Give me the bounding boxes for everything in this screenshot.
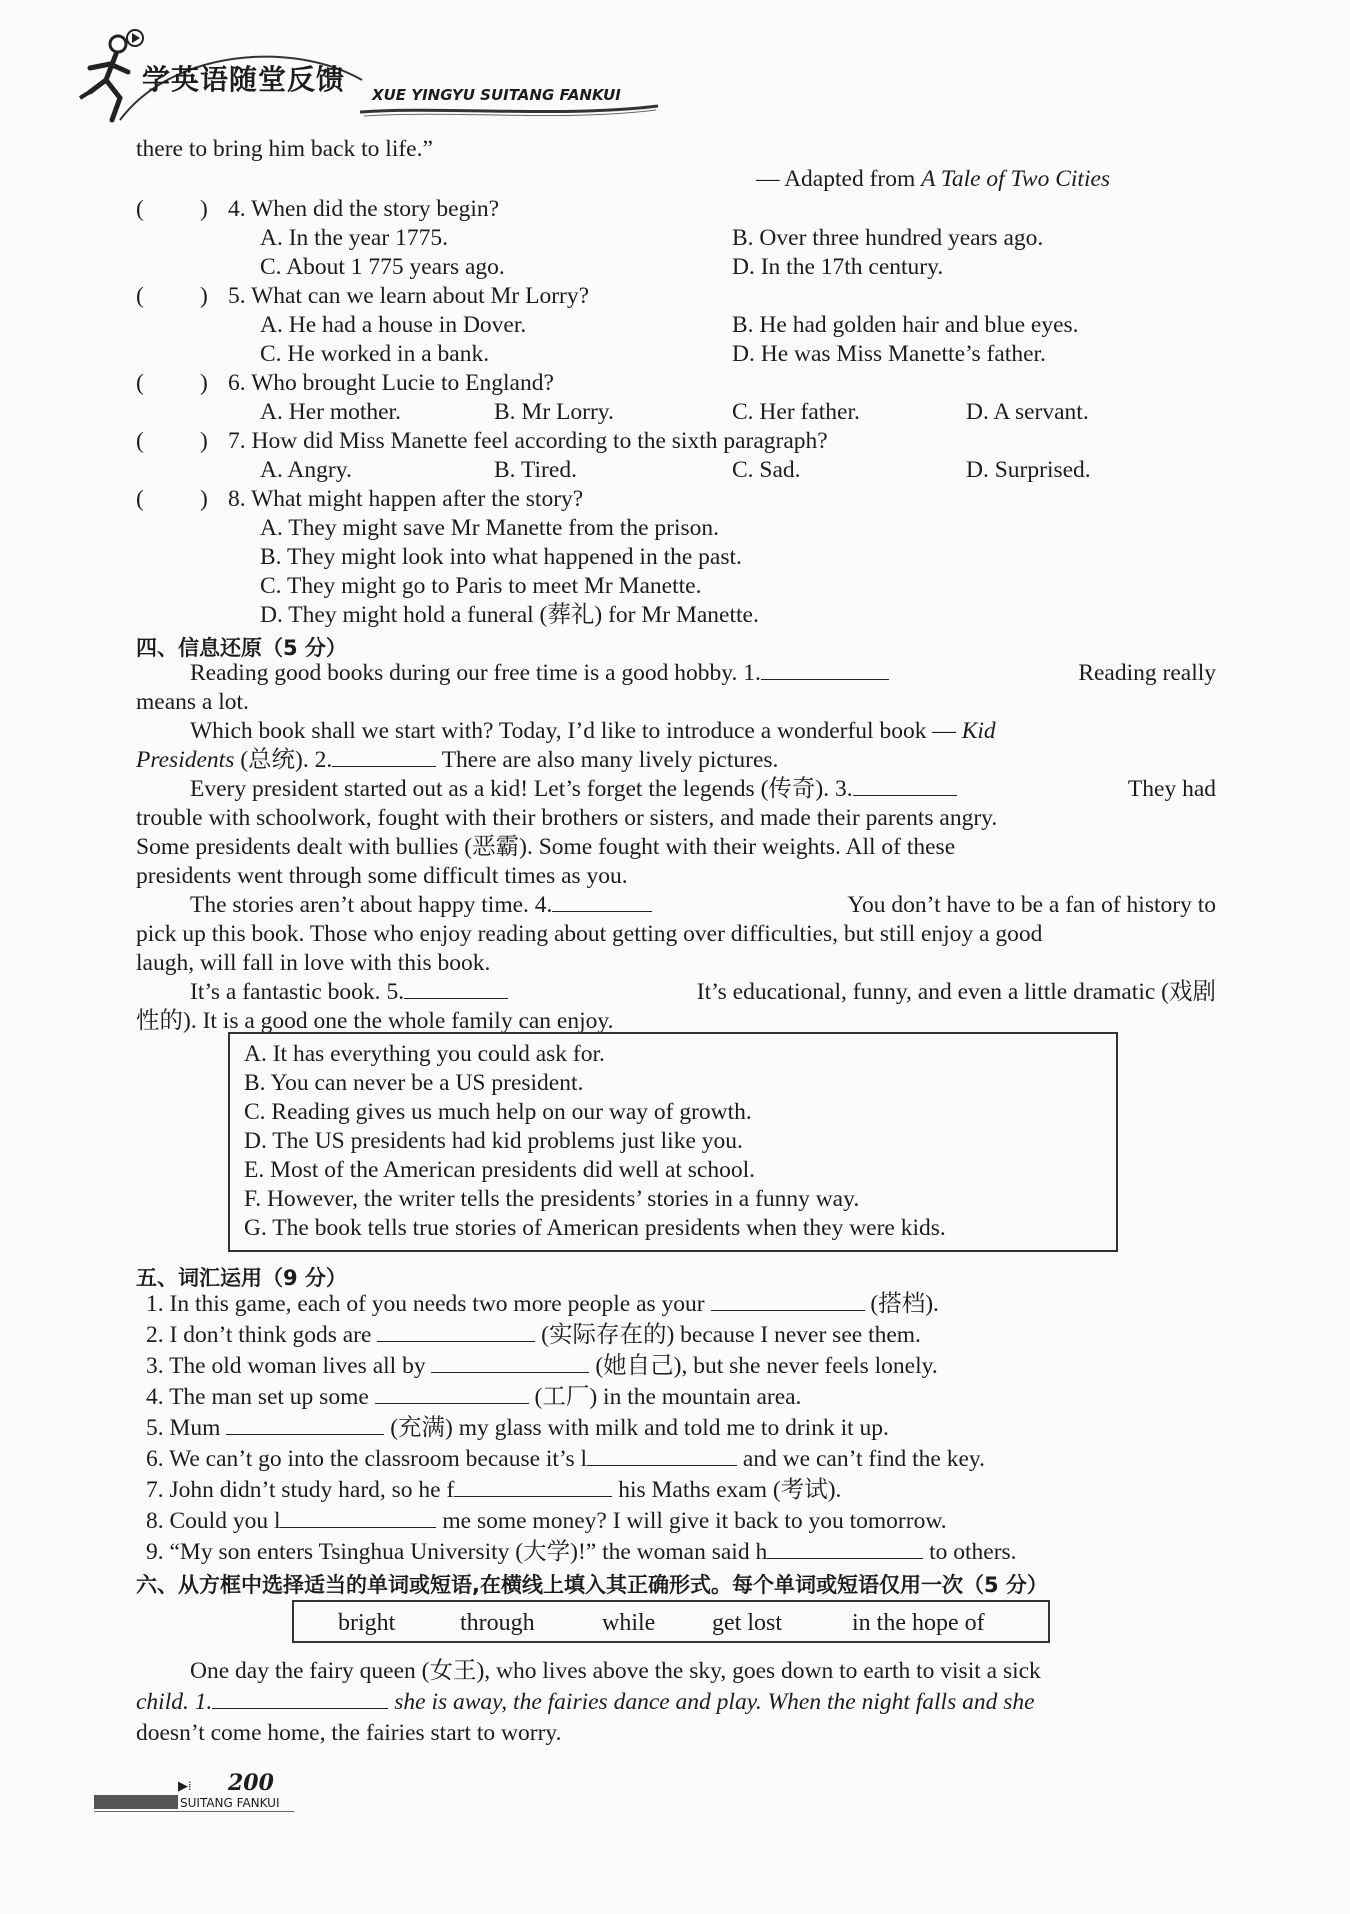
passage-last-line: there to bring him back to life.” [136,136,433,162]
vocab-item-4: 4. The man set up some (工厂) in the mountain area. [146,1384,802,1410]
box-option: D. The US presidents had kid problems just like you. [244,1128,743,1154]
blank-4[interactable] [552,893,652,912]
s4-paragraph-4: The stories aren’t about happy time. 4. You don’t have to be a fan of history to pick up this book. Those who enjoy reading about getting over difficulties, but still enjoy a good laugh, will fall in love with this book. [136,892,1216,976]
blank[interactable] [375,1385,529,1404]
option: B. They might look into what happened in the past. [260,544,742,570]
section-5-heading: 五、词汇运用（9 分） [136,1266,347,1290]
s4-paragraph-1: Reading good books during our free time is a good hobby. 1. Reading really means a lot. [136,660,1216,715]
answer-paren-open: ( [136,283,144,309]
s6-paragraph: One day the fairy queen (女王), who lives above the sky, goes down to earth to visit a sick child. 1. she is away, the fairies dance and play. When the night falls and she doesn’t come home, the fairies start to worry. [136,1658,1041,1746]
option: A. Her mother. [260,399,401,425]
blank[interactable] [767,1540,923,1559]
box-option: A. It has everything you could ask for. [244,1041,605,1067]
blank[interactable] [377,1323,535,1342]
answer-paren-close: ) [200,428,208,454]
answer-paren-close: ) [200,486,208,512]
s4-paragraph-3: Every president started out as a kid! Let’s forget the legends (传奇). 3. They had trouble with schoolwork, fought with their brothers or sisters, and made their parents angry. Some presidents dealt with bullies (恶霸). Some fought with their weights. All of these presidents went through some difficult times as you. [136,776,1216,889]
blank[interactable] [454,1478,612,1497]
option: D. Surprised. [966,457,1091,483]
vocab-item-5: 5. Mum (充满) my glass with milk and told me to drink it up. [146,1415,889,1441]
header-title-pinyin: XUE YINGYU SUITANG FANKUI [372,86,621,104]
vocab-item-8: 8. Could you l me some money? I will give it back to you tomorrow. [146,1508,947,1534]
blank[interactable] [431,1354,589,1373]
option: C. About 1 775 years ago. [260,254,505,280]
vocab-item-3: 3. The old woman lives all by (她自己), but she never feels lonely. [146,1353,938,1379]
blank-1[interactable] [212,1690,388,1709]
question-stem: 8. What might happen after the story? [228,486,584,512]
answer-paren-open: ( [136,428,144,454]
footer-rule [94,1811,294,1812]
question-stem: 5. What can we learn about Mr Lorry? [228,283,590,309]
vocab-item-9: 9. “My son enters Tsinghua University (大学)!” the woman said h to others. [146,1539,1017,1565]
box-option: E. Most of the American presidents did well at school. [244,1157,756,1183]
option: B. Mr Lorry. [494,399,614,425]
option: C. They might go to Paris to meet Mr Manette. [260,573,702,599]
options-box [228,1032,1118,1252]
option: D. In the 17th century. [732,254,944,280]
page-number: 200 [228,1770,274,1796]
section-6-heading: 六、从方框中选择适当的单词或短语,在横线上填入其正确形式。每个单词或短语仅用一次（5 分） [136,1573,1048,1597]
box-option: G. The book tells true stories of American presidents when they were kids. [244,1215,946,1241]
blank-2[interactable] [332,748,436,767]
arrow-icon: ▶⁞ [178,1778,192,1793]
word-box [292,1600,1050,1643]
question-stem: 4. When did the story begin? [228,196,500,222]
blank-1[interactable] [761,661,889,680]
section-4-heading: 四、信息还原（5 分） [136,636,347,660]
box-option: F. However, the writer tells the presidents’ stories in a funny way. [244,1186,860,1212]
footer-logo-block [94,1795,178,1809]
question-stem: 6. Who brought Lucie to England? [228,370,554,396]
option: A. He had a house in Dover. [260,312,527,338]
option: B. Tired. [494,457,577,483]
s4-paragraph-2: Which book shall we start with? Today, I’d like to introduce a wonderful book — Kid Presidents (总统). 2. There are also many lively pictures. [136,718,996,773]
answer-paren-open: ( [136,370,144,396]
blank-5[interactable] [404,980,508,999]
word-option: bright [338,1610,396,1636]
s4-paragraph-5: It’s a fantastic book. 5. It’s educational, funny, and even a little dramatic (戏剧 性的). It is a good one the whole family can enjoy. [136,979,1216,1034]
passage-source: — Adapted from A Tale of Two Cities [756,166,1111,192]
answer-paren-open: ( [136,196,144,222]
answer-paren-close: ) [200,370,208,396]
answer-paren-close: ) [200,283,208,309]
option: C. Sad. [732,457,801,483]
blank[interactable] [587,1447,737,1466]
word-option: while [602,1610,656,1636]
vocab-item-1: 1. In this game, each of you needs two more people as your (搭档). [146,1291,939,1317]
blank[interactable] [280,1509,436,1528]
option: A. In the year 1775. [260,225,448,251]
option: A. Angry. [260,457,352,483]
option: B. He had golden hair and blue eyes. [732,312,1079,338]
vocab-item-6: 6. We can’t go into the classroom because it’s l and we can’t find the key. [146,1446,985,1472]
option: D. They might hold a funeral (葬礼) for Mr Manette. [260,602,759,628]
option: C. He worked in a bank. [260,341,490,367]
blank-3[interactable] [853,777,957,796]
box-option: C. Reading gives us much help on our way of growth. [244,1099,752,1125]
question-stem: 7. How did Miss Manette feel according to the sixth paragraph? [228,428,828,454]
option: A. They might save Mr Manette from the prison. [260,515,720,541]
answer-paren-open: ( [136,486,144,512]
word-option: through [460,1610,535,1636]
answer-paren-close: ) [200,196,208,222]
footer-label: SUITANG FANKUI [180,1796,280,1810]
word-option: get lost [712,1610,782,1636]
blank[interactable] [711,1292,865,1311]
vocab-item-2: 2. I don’t think gods are (实际存在的) because I never see them. [146,1322,921,1348]
option: B. Over three hundred years ago. [732,225,1044,251]
word-option: in the hope of [852,1610,985,1636]
blank[interactable] [226,1416,384,1435]
box-option: B. You can never be a US president. [244,1070,584,1096]
option: D. A servant. [966,399,1089,425]
header-underline [360,84,660,124]
header-title-cn: 学英语随堂反馈 [142,63,346,96]
option: D. He was Miss Manette’s father. [732,341,1046,367]
vocab-item-7: 7. John didn’t study hard, so he f his Maths exam (考试). [146,1477,842,1503]
option: C. Her father. [732,399,860,425]
